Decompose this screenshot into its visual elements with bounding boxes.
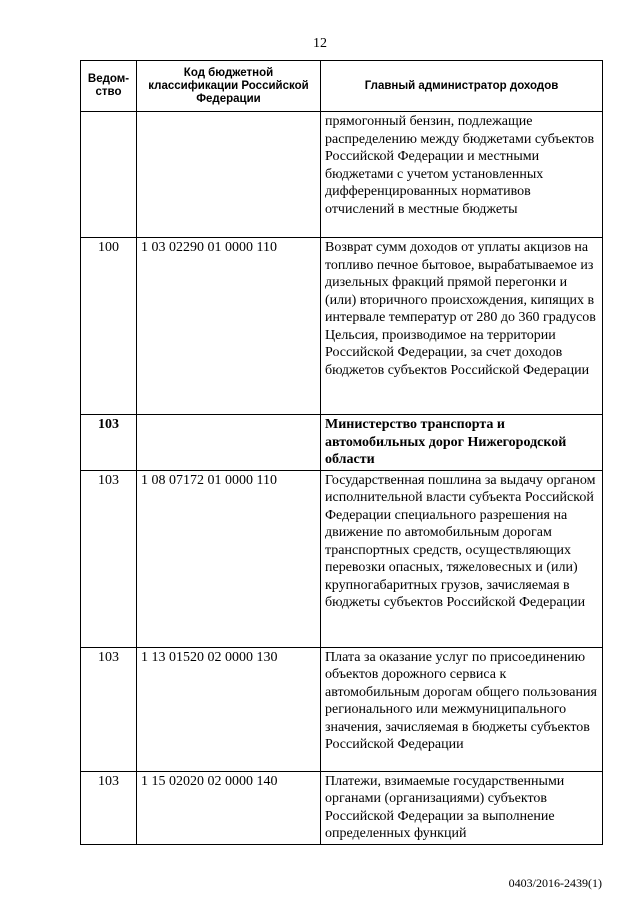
row-administrator: Возврат сумм доходов от уплаты акцизов на топливо печное бытовое, вырабатываемое из дизельных фракций прямой перегонки и (или) вторичного происхождения, кипящих в интервале температур от 280 до 360 градусов Цельсия, производимое на территории Российской Федерации, за счет доходов бюджетов субъектов Российской Федерации bbox=[321, 238, 603, 415]
row-administrator: прямогонный бензин, подлежащие распределению между бюджетами субъектов Российской Федерации и местными бюджетами с учетом установленных дифференцированных нормативов отчислений в местные бюджеты bbox=[321, 112, 603, 238]
header-department bbox=[81, 61, 137, 112]
row-department: 100 bbox=[81, 238, 137, 415]
row-administrator: Платежи, взимаемые государственными органами (организациями) субъектов Российской Федерации за выполнение определенных функций bbox=[321, 771, 603, 844]
row-code: 1 08 07172 01 0000 110 bbox=[137, 470, 321, 647]
row-administrator: Министерство транспорта и автомобильных дорог Нижегородской области bbox=[321, 415, 603, 471]
row-administrator: Плата за оказание услуг по присоединению объектов дорожного сервиса к автомобильным дорогам общего пользования регионального или межмуниципального значения, зачисляемая в бюджеты субъектов Российской Федерации bbox=[321, 647, 603, 771]
header-code bbox=[137, 61, 321, 112]
table-row bbox=[81, 771, 603, 844]
table-row bbox=[81, 470, 603, 647]
table-row-section bbox=[81, 415, 603, 471]
row-department: 103 bbox=[81, 470, 137, 647]
row-code: 1 03 02290 01 0000 110 bbox=[137, 238, 321, 415]
row-department: 103 bbox=[81, 415, 137, 471]
header-administrator-label: Главный администратор доходов bbox=[364, 79, 559, 92]
budget-revenue-table bbox=[80, 60, 603, 845]
table-row bbox=[81, 112, 603, 238]
row-code bbox=[137, 112, 321, 238]
row-code bbox=[137, 415, 321, 471]
row-department: 103 bbox=[81, 647, 137, 771]
row-department bbox=[81, 112, 137, 238]
header-administrator bbox=[321, 61, 603, 112]
page-number: 12 bbox=[313, 36, 327, 51]
table-row bbox=[81, 238, 603, 415]
row-department: 103 bbox=[81, 771, 137, 844]
header-code-label: Код бюджетной классификации Российской Федерации bbox=[148, 66, 309, 105]
row-code: 1 15 02020 02 0000 140 bbox=[137, 771, 321, 844]
table-row bbox=[81, 647, 603, 771]
row-administrator: Государственная пошлина за выдачу органом исполнительной власти субъекта Российской Федерации специального разрешения на движение по автомобильным дорогам транспортных средств, осуществляющих перевозки опасных, тяжеловесных и (или) крупногабаритных грузов, зачисляемая в бюджеты субъектов Российской Федерации bbox=[321, 470, 603, 647]
table-header-row bbox=[81, 61, 603, 112]
document-number: 0403/2016-2439(1) bbox=[508, 876, 602, 890]
row-code: 1 13 01520 02 0000 130 bbox=[137, 647, 321, 771]
header-department-label: Ведом- ство bbox=[87, 73, 130, 98]
